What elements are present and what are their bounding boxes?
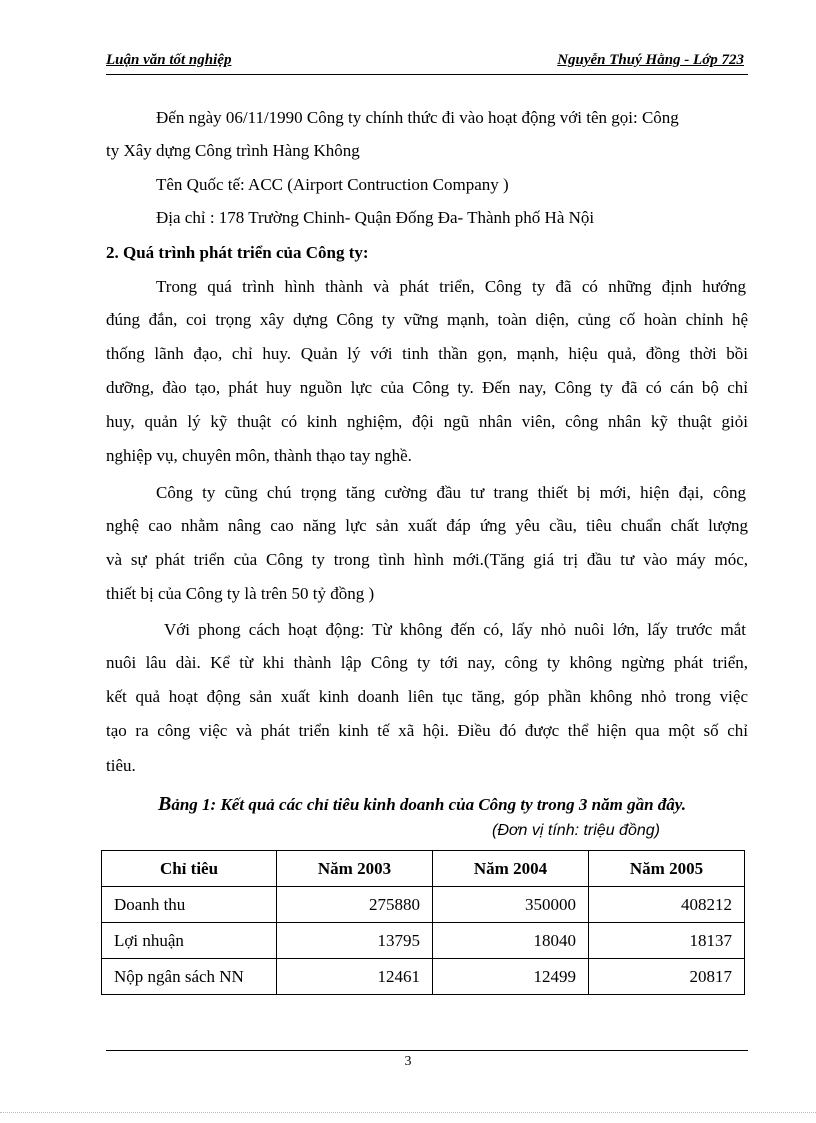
paragraph-line: nghiệp vụ, chuyên môn, thành thạo tay nghề. <box>106 446 412 465</box>
value-cell: 12461 <box>277 959 433 995</box>
header-cell: Năm 2003 <box>277 851 433 887</box>
row-label: Lợi nhuận <box>102 923 277 959</box>
paragraph-line: Đến ngày 06/11/1990 Công ty chính thức đi vào hoạt động với tên gọi: Công <box>156 108 679 127</box>
section-heading: 2. Quá trình phát triển của Công ty: <box>106 243 369 262</box>
footer-divider <box>106 1050 748 1051</box>
business-results-table <box>101 850 745 995</box>
paragraph-line: thiết bị của Công ty là trên 50 tỷ đồng ) <box>106 584 375 603</box>
table-caption <box>158 793 686 816</box>
paragraph-line: Công ty cũng chú trọng tăng cường đầu tư trang thiết bị mới, hiện đại, công <box>156 483 746 502</box>
header-cell: Năm 2005 <box>589 851 745 887</box>
table-row <box>102 923 745 959</box>
table-row <box>102 887 745 923</box>
value-cell: 12499 <box>433 959 589 995</box>
value-cell: 350000 <box>433 887 589 923</box>
paragraph-line: thống lãnh đạo, chỉ huy. Quản lý với tinh thần gọn, mạnh, hiệu quả, đồng thời bồi <box>106 344 748 363</box>
page-header <box>106 52 748 75</box>
table-header-row <box>102 851 745 887</box>
table-row <box>102 959 745 995</box>
value-cell: 275880 <box>277 887 433 923</box>
paragraph-line: Tên Quốc tế: ACC (Airport Contruction Company ) <box>156 175 509 194</box>
value-cell: 13795 <box>277 923 433 959</box>
row-label: Nộp ngân sách NN <box>102 959 277 995</box>
table-caption-initial: B <box>158 793 172 815</box>
paragraph-line: dưỡng, đào tạo, phát huy nguồn lực của Công ty. Đến nay, Công ty đã có cán bộ chỉ <box>106 378 748 397</box>
header-author: Nguyễn Thuý Hằng - Lớp 723 <box>557 52 744 68</box>
paragraph-line: và sự phát triển của Công ty trong tình hình mới.(Tăng giá trị đầu tư vào máy móc, <box>106 550 748 569</box>
paragraph-line: tạo ra công việc và phát triển kinh tế xã hội. Điều đó được thể hiện qua một số chỉ <box>106 721 748 740</box>
paragraph-line: kết quả hoạt động sản xuất kinh doanh liên tục tăng, góp phần không nhỏ trong việc <box>106 687 748 706</box>
header-cell: Chỉ tiêu <box>102 851 277 887</box>
paragraph-line: đúng đắn, coi trọng xây dựng Công ty vững mạnh, toàn diện, củng cố hoàn chỉnh hệ <box>106 310 748 329</box>
paragraph-line: nghệ cao nhằm nâng cao năng lực sản xuất đáp ứng yêu cầu, tiêu chuẩn chất lượng <box>106 516 748 535</box>
value-cell: 20817 <box>589 959 745 995</box>
table-unit-note: (Đơn vị tính: triệu đồng) <box>492 822 660 839</box>
paragraph-line: ty Xây dựng Công trình Hàng Không <box>106 141 360 160</box>
paragraph-line: Với phong cách hoạt động: Từ không đến có, lấy nhỏ nuôi lớn, lấy trước mắt <box>164 620 746 639</box>
paragraph-line: Địa chỉ : 178 Trường Chinh- Quận Đống Đa- Thành phố Hà Nội <box>156 208 595 227</box>
header-cell: Năm 2004 <box>433 851 589 887</box>
page-bottom-border <box>0 1112 816 1113</box>
paragraph-line: Trong quá trình hình thành và phát triển, Công ty đã có những định hướng <box>156 277 746 296</box>
table-caption-text: ảng 1: Kết quả các chỉ tiêu kinh doanh của Công ty trong 3 năm gần đây. <box>171 795 686 814</box>
value-cell: 18137 <box>589 923 745 959</box>
paragraph-line: nuôi lâu dài. Kể từ khi thành lập Công ty tới nay, công ty không ngừng phát triển, <box>106 653 748 672</box>
row-label: Doanh thu <box>102 887 277 923</box>
paragraph-line: huy, quản lý kỹ thuật có kinh nghiệm, đội ngũ nhân viên, công nhân kỹ thuật giỏi <box>106 412 748 431</box>
value-cell: 408212 <box>589 887 745 923</box>
paragraph-line: tiêu. <box>106 756 136 775</box>
value-cell: 18040 <box>433 923 589 959</box>
header-thesis-label: Luận văn tốt nghiệp <box>106 52 232 68</box>
page-number: 3 <box>404 1054 412 1069</box>
